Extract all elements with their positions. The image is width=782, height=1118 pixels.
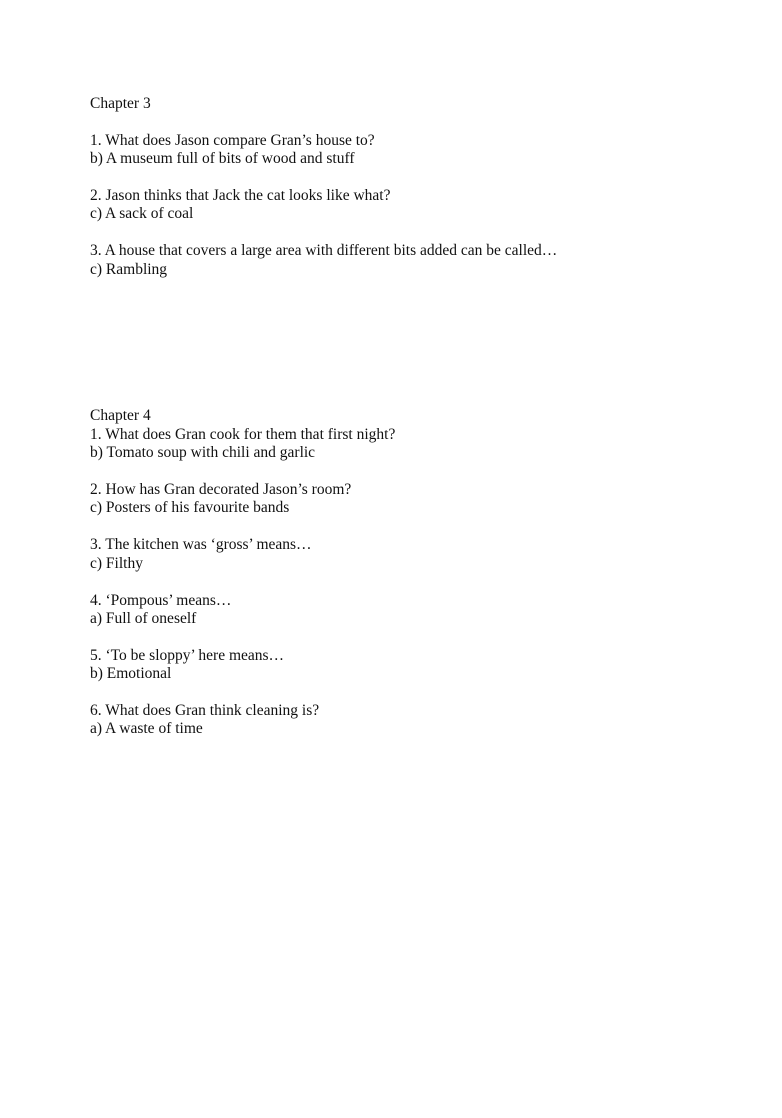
question: 1. What does Gran cook for them that first night? [90,426,396,443]
answer: a) A waste of time [90,720,203,737]
question: 3. The kitchen was ‘gross’ means… [90,536,312,553]
question: 5. ‘To be sloppy’ here means… [90,647,285,664]
answer: c) Filthy [90,555,143,572]
answer: c) Rambling [90,261,168,278]
question: 2. How has Gran decorated Jason’s room? [90,481,352,498]
question: 2. Jason thinks that Jack the cat looks like what? [90,187,391,204]
answer: b) A museum full of bits of wood and stuff [90,150,355,167]
answer: c) Posters of his favourite bands [90,499,290,516]
answer: b) Emotional [90,665,172,682]
chapter-heading: Chapter 4 [90,407,151,424]
question: 6. What does Gran think cleaning is? [90,702,320,719]
answer: c) A sack of coal [90,205,194,222]
chapter-heading: Chapter 3 [90,95,151,112]
question: 4. ‘Pompous’ means… [90,592,232,609]
answer: a) Full of oneself [90,610,197,627]
question: 3. A house that covers a large area with different bits added can be called… [90,242,558,259]
question: 1. What does Jason compare Gran’s house to? [90,132,375,149]
answer: b) Tomato soup with chili and garlic [90,444,316,461]
